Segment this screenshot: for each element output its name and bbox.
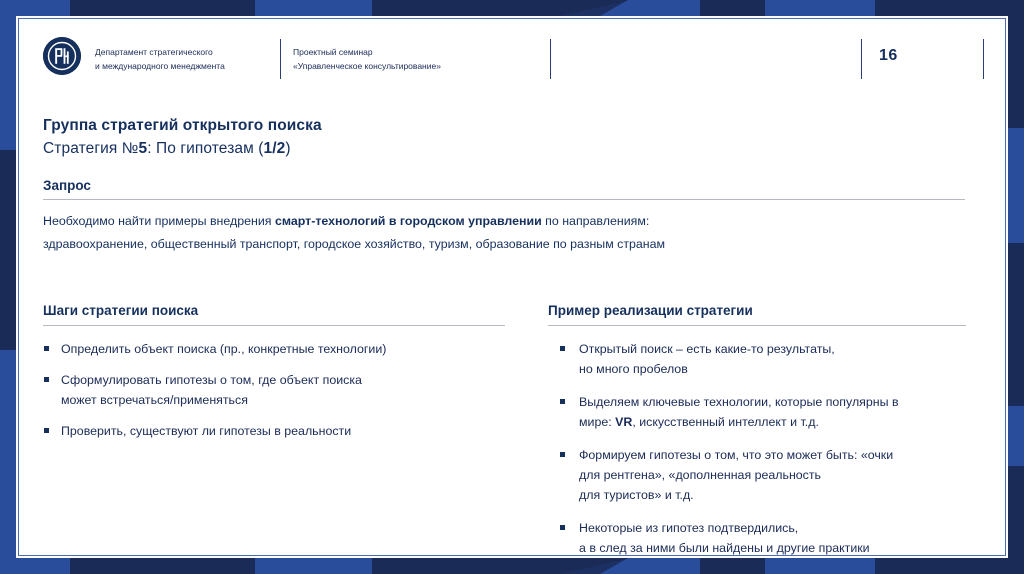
band-segment	[70, 0, 255, 16]
query-text-highlight: смарт-технологий в городском управлении	[274, 214, 542, 228]
line-2-highlight: VR	[615, 415, 633, 429]
column-example-heading: Пример реализации стратегии	[548, 303, 753, 318]
slide-header	[43, 35, 987, 91]
header-divider	[280, 39, 281, 79]
list-item	[43, 370, 548, 410]
list-item-line-1: Проверить, существуют ли гипотезы в реальности	[61, 424, 352, 438]
hse-logo-icon	[43, 37, 81, 75]
square-bullet-icon	[560, 399, 565, 404]
header-divider	[550, 39, 551, 79]
subtitle-fraction: 1/2	[263, 140, 286, 157]
band-segment	[700, 0, 765, 16]
subtitle-prefix: Стратегия №	[43, 140, 139, 157]
header-divider	[861, 39, 862, 79]
square-bullet-icon	[560, 452, 565, 457]
list-item-line-2	[579, 412, 978, 432]
column-example	[548, 303, 978, 571]
list-item	[548, 518, 978, 558]
list-item-line-2: а в след за ними были найдены и другие практики	[579, 541, 870, 555]
line-2-prefix: мире:	[579, 415, 616, 429]
right-decorative-rail	[1008, 0, 1024, 574]
steps-list	[43, 339, 548, 441]
rail-segment	[1008, 466, 1024, 574]
department-line-1: Департамент стратегического	[95, 47, 213, 57]
list-item-line-1: Открытый поиск – есть какие-то результаты,	[579, 342, 835, 356]
slide-canvas	[18, 18, 1006, 556]
list-item	[548, 445, 978, 505]
rail-segment	[0, 0, 16, 150]
header-divider	[983, 39, 984, 79]
seminar-line-2: «Управленческое консультирование»	[293, 61, 441, 71]
left-decorative-rail	[0, 0, 16, 574]
list-item-line-1: Определить объект поиска (пр., конкретные технологии)	[61, 342, 387, 356]
list-item-line-1: Сформулировать гипотезы о том, где объект поиска	[61, 373, 362, 387]
query-text-line-2: здравоохранение, общественный транспорт, городское хозяйство, туризм, образование по разным странам	[43, 237, 666, 251]
rail-segment	[1008, 0, 1024, 128]
band-segment	[255, 0, 380, 16]
department-text	[95, 45, 225, 73]
column-example-divider	[548, 325, 966, 326]
query-heading: Запрос	[43, 178, 91, 193]
top-decorative-band	[0, 0, 1024, 16]
subtitle-number: 5	[138, 140, 148, 157]
slide-body	[43, 115, 965, 256]
square-bullet-icon	[44, 346, 49, 351]
square-bullet-icon	[560, 346, 565, 351]
band-segment	[372, 0, 632, 16]
list-item	[548, 339, 978, 379]
list-item-line-2: может встречаться/применяться	[61, 393, 248, 407]
query-text-prefix: Необходимо найти примеры внедрения	[43, 214, 275, 228]
rail-segment	[1008, 406, 1024, 466]
square-bullet-icon	[44, 428, 49, 433]
subtitle-suffix: )	[285, 140, 291, 157]
list-item	[548, 392, 978, 432]
line-2-suffix: , искусственный интеллект и т.д.	[632, 415, 819, 429]
example-list	[548, 339, 978, 558]
query-text-suffix: по направлениям:	[541, 214, 650, 228]
department-line-2: и международного менеджмента	[95, 61, 225, 71]
square-bullet-icon	[560, 525, 565, 530]
rail-segment	[0, 150, 16, 350]
seminar-line-1: Проектный семинар	[293, 47, 373, 57]
square-bullet-icon	[44, 377, 49, 382]
query-text	[43, 210, 965, 256]
list-item-line-1: Выделяем ключевые технологии, которые популярны в	[579, 395, 899, 409]
column-steps-heading: Шаги стратегии поиска	[43, 303, 199, 318]
list-item-line-2: но много пробелов	[579, 362, 688, 376]
query-divider	[43, 199, 965, 200]
column-steps-divider	[43, 325, 505, 326]
subtitle-middle: : По гипотезам (	[147, 140, 264, 157]
column-steps	[43, 303, 548, 571]
list-item-line-1: Формируем гипотезы о том, что это может быть: «очки	[579, 448, 894, 462]
list-item-line-2: для рентгена», «дополненная реальность	[579, 468, 822, 482]
list-item-line-3: для туристов» и т.д.	[579, 488, 694, 502]
rail-segment	[0, 350, 16, 574]
seminar-text	[293, 45, 441, 73]
two-column-section	[43, 303, 981, 571]
page-number: 16	[879, 47, 898, 64]
band-segment	[765, 0, 875, 16]
rail-segment	[1008, 243, 1024, 406]
page-subtitle	[43, 137, 965, 161]
list-item	[43, 339, 548, 359]
list-item-line-1: Некоторые из гипотез подтвердились,	[579, 521, 799, 535]
band-segment	[875, 0, 1024, 16]
list-item	[43, 421, 548, 441]
rail-segment	[1008, 128, 1024, 243]
page-title: Группа стратегий открытого поиска	[43, 117, 322, 134]
